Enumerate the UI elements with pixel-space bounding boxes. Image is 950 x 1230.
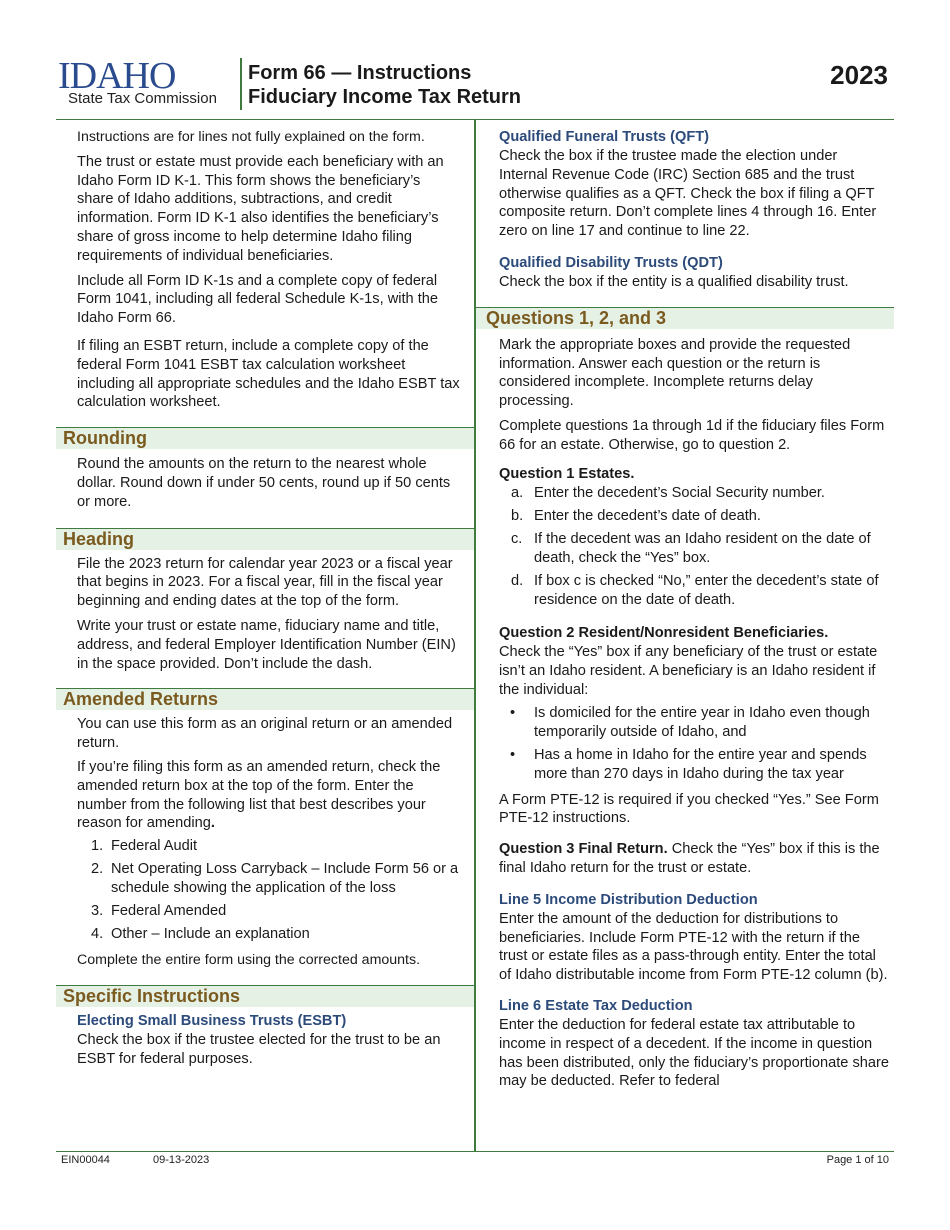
section-heading-heading: Heading	[56, 528, 474, 550]
paragraph: Write your trust or estate name, fiduciary name and title, address, and federal Employer Identification Number (EIN) in the space provided. Don’t include the dash.	[77, 617, 456, 672]
list-item	[511, 507, 894, 526]
list-text: Federal Audit	[111, 838, 197, 855]
logo-wordmark: IDAHO	[58, 55, 176, 97]
footer-form-code: EIN00044	[61, 1154, 110, 1166]
idaho-logo	[58, 56, 238, 112]
list-number: 2.	[91, 861, 104, 878]
amended-reason-list	[56, 837, 474, 944]
paragraph: Include all Form ID K-1s and a complete copy of federal Form 1041, including all federal Schedule K-1s, with the Idaho Form 66.	[77, 272, 438, 327]
section-heading-amended: Amended Returns	[56, 688, 474, 710]
form-title: Form 66 — Instructions	[248, 62, 472, 84]
question-2-title: Question 2 Resident/Nonresident Beneficiaries.	[499, 625, 829, 642]
paragraph: Enter the amount of the deduction for distributions to beneficiaries. Include Form PTE-12 with the return if the trust or estate files as a pass-through entity. Enter the total of Idaho distributable income from Form PTE-12 column (b).	[499, 910, 888, 984]
paragraph: File the 2023 return for calendar year 2023 or a fiscal year that begins in 2023. For a fiscal year, fill in the fiscal year beginning and ending dates at the top of the form.	[77, 555, 453, 610]
paragraph	[56, 758, 474, 833]
list-letter: d.	[511, 573, 524, 590]
right-column	[476, 120, 894, 1091]
list-item	[91, 837, 460, 856]
intro-text: Instructions are for lines not fully explained on the form.	[77, 129, 425, 145]
left-column	[56, 120, 474, 1069]
list-text: Other – Include an explanation	[111, 926, 310, 943]
section-heading-specific: Specific Instructions	[56, 985, 474, 1007]
paragraph: Check the “Yes” box if any beneficiary of the trust or estate isn’t an Idaho resident. A beneficiary is an Idaho resident if the individual:	[499, 644, 878, 698]
list-item	[91, 902, 460, 921]
page-header	[58, 56, 894, 120]
tax-year: 2023	[830, 60, 888, 90]
paragraph: Check the box if the trustee made the election under Internal Revenue Code (IRC) Section 685 and the trust otherwise qualifies as a QFT. Check the box if filing a QFT composite return. Don’t complete lines 4 through 16. Enter zero on line 17 and continue to line 22.	[499, 148, 877, 240]
paragraph: If filing an ESBT return, include a complete copy of the federal Form 1041 ESBT tax calculation worksheet including all appropriate schedules and the Idaho ESBT tax calculation worksheet.	[77, 337, 460, 411]
bullet-item	[499, 704, 894, 742]
paragraph-end: .	[210, 815, 215, 832]
list-number: 3.	[91, 903, 104, 920]
bullet-text: Is domiciled for the entire year in Idaho even though temporarily outside of Idaho, and	[534, 704, 870, 740]
list-letter: a.	[511, 485, 524, 502]
logo-subtitle: State Tax Commission	[68, 90, 217, 107]
question-1-title: Question 1 Estates.	[499, 465, 635, 482]
paragraph: Check the box if the trustee elected for the trust to be an ESBT for federal purposes.	[77, 1031, 441, 1067]
bullet-item	[499, 746, 894, 784]
list-item	[511, 530, 894, 568]
list-letter: b.	[511, 508, 524, 525]
list-number: 1.	[91, 838, 104, 855]
list-item	[91, 925, 460, 944]
qft-subheading: Qualified Funeral Trusts (QFT)	[499, 129, 710, 145]
footer-page-number: Page 1 of 10	[826, 1154, 889, 1166]
paragraph: Complete questions 1a through 1d if the fiduciary files Form 66 for an estate. Otherwise, go to question 2.	[499, 417, 885, 453]
list-letter: c.	[511, 531, 523, 548]
list-text: Federal Amended	[111, 903, 227, 920]
paragraph: Complete the entire form using the corrected amounts.	[77, 952, 421, 969]
paragraph: Mark the appropriate boxes and provide the requested information. Answer each question or the return is considered incomplete. Incomplete returns delay processing.	[499, 336, 851, 410]
list-item	[511, 484, 894, 503]
list-text: Enter the decedent’s Social Security number.	[534, 485, 825, 502]
bullet-text: Has a home in Idaho for the entire year and spends more than 270 days in Idaho during the tax year	[534, 746, 867, 782]
header-divider	[240, 58, 242, 110]
qdt-subheading: Qualified Disability Trusts (QDT)	[499, 254, 723, 271]
esbt-subheading: Electing Small Business Trusts (ESBT)	[77, 1012, 347, 1029]
paragraph-text: If you’re filing this form as an amended return, check the amended return box at the top of the form. Enter the number from the following list that best describes your reason for amending	[77, 758, 441, 832]
paragraph: You can use this form as an original return or an amended return.	[77, 716, 453, 752]
list-text: If the decedent was an Idaho resident on the date of death, check the “Yes” box.	[534, 531, 871, 567]
bullet-icon: •	[510, 746, 516, 763]
question-3	[476, 840, 894, 878]
list-text: If box c is checked “No,” enter the decedent’s state of residence on the date of death.	[534, 573, 879, 609]
paragraph: Enter the deduction for federal estate tax attributable to income in respect of a decedent. If the income in question has been distributed, only the fiduciary’s proportionate share may be deducted. Refer to federal	[499, 1016, 889, 1090]
line-6-subheading: Line 6 Estate Tax Deduction	[499, 997, 693, 1014]
bullet-icon: •	[510, 704, 516, 721]
list-item	[91, 860, 460, 898]
section-heading-questions: Questions 1, 2, and 3	[476, 307, 894, 329]
question-3-text: Check the “Yes” box if this is the final Idaho return for the trust or estate.	[499, 841, 880, 876]
paragraph: Round the amounts on the return to the nearest whole dollar. Round down if under 50 cents, round up if 50 cents or more.	[77, 456, 451, 510]
list-item	[511, 572, 894, 610]
question-3-title: Question 3 Final Return.	[499, 841, 668, 858]
question-1-list	[476, 484, 894, 610]
question-2-bullets	[476, 704, 894, 784]
paragraph: The trust or estate must provide each beneficiary with an Idaho Form ID K-1. This form shows the beneficiary’s share of Idaho additions, subtractions, and credit information. Form ID K-1 also identifies the beneficiary’s share of gross income to help determine Idaho filing requirements of individual beneficiaries.	[77, 153, 444, 264]
footer-date: 09-13-2023	[153, 1154, 210, 1166]
form-subtitle: Fiduciary Income Tax Return	[248, 86, 522, 108]
list-text: Net Operating Loss Carryback – Include Form 56 or a schedule showing the application of the loss	[111, 861, 459, 897]
list-text: Enter the decedent’s date of death.	[534, 508, 761, 525]
paragraph: Check the box if the entity is a qualified disability trust.	[499, 273, 849, 290]
section-heading-rounding: Rounding	[56, 427, 474, 449]
paragraph: A Form PTE-12 is required if you checked “Yes.” See Form PTE-12 instructions.	[499, 791, 879, 827]
line-5-subheading: Line 5 Income Distribution Deduction	[499, 891, 758, 908]
footer-rule	[56, 1151, 894, 1152]
list-number: 4.	[91, 926, 104, 943]
